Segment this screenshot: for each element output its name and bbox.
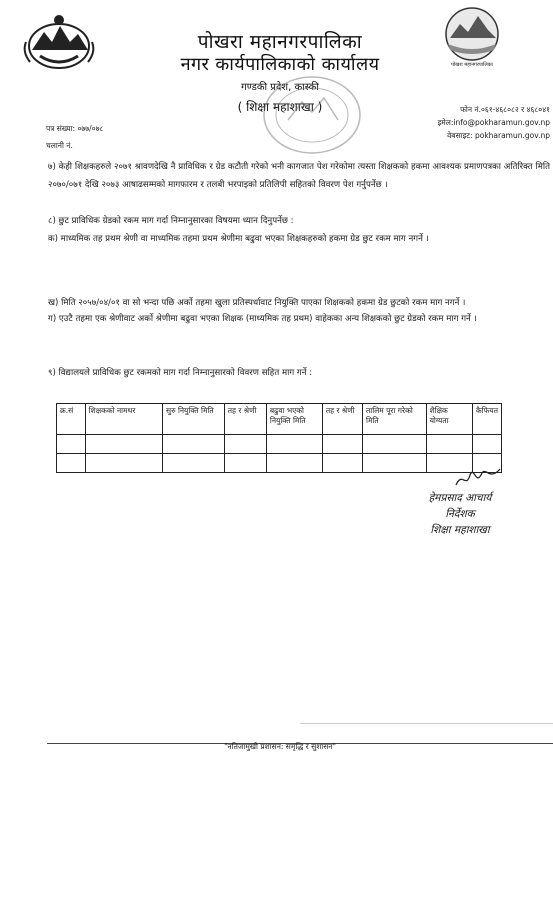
col-qualification: शैक्षिक योग्यता — [426, 404, 472, 435]
signatory-dept: शिक्षा महाशाखा — [430, 524, 490, 536]
signature-icon — [452, 463, 504, 493]
signature-block — [404, 490, 516, 538]
dispatch-number: चलानी नं. — [46, 141, 73, 150]
header-line-1: पोखरा महानगरपालिका — [197, 31, 363, 53]
col-remarks: कैफियत — [472, 404, 501, 435]
pokhara-logo — [438, 4, 506, 72]
paragraph-8a: क) माध्यमिक तह प्रथम श्रेणी वा माध्यमिक तहमा प्रथम श्रेणीमा बढुवा भएका शिक्षकहरुको हकमा ग्रेड छुट रकम माग नगर्ने । — [48, 234, 429, 244]
office-stamp-icon — [258, 72, 366, 158]
header-line-2: नगर कार्यपालिकाको कार्यालय — [180, 54, 380, 75]
divider — [300, 723, 553, 724]
website-text: वेबसाइट: pokharamun.gov.np — [447, 131, 550, 140]
col-teacher-name: शिक्षकको नामथर — [85, 404, 162, 435]
col-level-grade-2: तह र श्रेणी — [322, 404, 362, 435]
paragraph-8c: ग) एउटै तहमा एक श्रेणीवाट अर्को श्रेणीमा बढुवा भएका शिक्षक (माध्यमिक तह प्रथम) वाहेकका अन्य शिक्षकको छुट ग्रेडको रकम माग गर्ने । — [48, 314, 477, 324]
signatory-name: हेमप्रसाद आचार्य — [428, 492, 492, 504]
contact-block — [380, 103, 550, 142]
table-row — [57, 454, 502, 473]
col-level-grade: तह र श्रेणी — [224, 404, 266, 435]
letter-number: पत्र संख्या: ०७७/०७८ — [46, 124, 104, 133]
paragraph-9: ९) विद्यालयले प्राविधिक छुट रकमको माग गर्दा निम्नानुसारको विवरण सहित माग गर्ने : — [48, 368, 313, 378]
paragraph-8: ८) छुट प्राविधिक ग्रेडको रकम माग गर्दा निम्नानुसारका विषयमा ध्यान दिनुपर्नेछ : — [48, 216, 294, 226]
table-row — [57, 435, 502, 454]
logo-caption: पोखरा महानगरपालिका — [451, 62, 493, 68]
signatory-title: निर्देशक — [445, 508, 475, 520]
section-title: ( शिक्षा महाशाखा ) — [237, 100, 323, 114]
details-table — [56, 403, 502, 473]
email-text: इमेल:info@pokharamun.gov.np — [437, 118, 550, 127]
paragraph-8b: ख) मिति २०५७/०४/०१ वा सो भन्दा पछि अर्को तहमा खुला प्रतिस्पर्धावाट नियुक्ति पाएका शिक्षकको हकमा ग्रेड छुटको रकम माग नगर्ने । — [48, 298, 466, 308]
footer-slogan: "नतिजामुखी प्रशासन: समृद्धि र सुशासन" — [224, 742, 336, 751]
col-first-appointment: सुरु नियुक्ति मिति — [163, 404, 225, 435]
col-promotion-date: बढुवा भएको नियुक्ति मिति — [266, 404, 322, 435]
col-serial: क्र.सं — [57, 404, 86, 435]
table-header-row — [57, 404, 502, 435]
phone-text: फोन नं.०६१-४६८०८२ र ४६८०४१ — [460, 105, 550, 114]
header-line-3: गण्डकी प्रदेश, कास्की — [241, 82, 319, 93]
paragraph-7: ७) केही शिक्षकहरुले २०७१ श्रावणदेखि नै प्राविधिक र ग्रेड कटौती गरेको भनी कागजात पेश गरेकोमा त्यस्ता शिक्षकको हकमा आवश्यक प्रमाणपत्रका अतिरिक्त मिति २०७०/०७१ देखि २०७३ आषाढसम्मको मागफारम र तलबी भरपाइको प्रतिलिपी सहितको विवरण पेश गर्नुपर्नेछ । — [48, 162, 550, 190]
nepal-emblem-icon — [20, 12, 98, 74]
col-training-date: तालिम पूरा गरेको मिति — [363, 404, 427, 435]
